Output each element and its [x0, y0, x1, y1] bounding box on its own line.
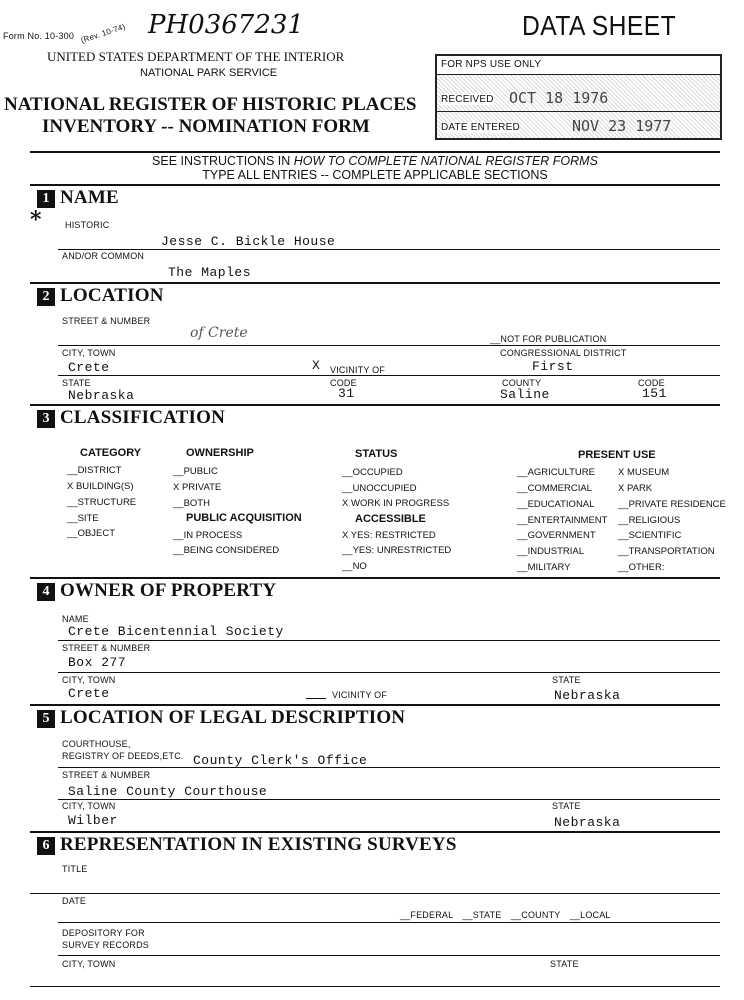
category-heading: CATEGORY	[80, 447, 142, 459]
county-value: Saline	[500, 387, 550, 402]
divider	[58, 375, 720, 376]
form-revision: (Rev. 10-74)	[79, 22, 127, 45]
divider	[58, 249, 720, 250]
section-title: LOCATION OF LEGAL DESCRIPTION	[60, 707, 406, 728]
divider	[58, 345, 720, 346]
use-option: __OTHER:	[618, 562, 665, 573]
state-label: STATE	[62, 378, 91, 388]
use-option: X MUSEUM	[618, 467, 670, 478]
section-title: REPRESENTATION IN EXISTING SURVEYS	[60, 834, 457, 855]
section-title: CLASSIFICATION	[60, 407, 226, 428]
registry-label: REGISTRY OF DEEDS,ETC.	[62, 751, 184, 761]
status-option: __OCCUPIED	[342, 467, 403, 478]
received-label: RECEIVED	[441, 94, 494, 105]
legal-city-label: CITY, TOWN	[62, 801, 116, 811]
owner-street-value: Box 277	[68, 655, 127, 670]
legal-state-label: STATE	[552, 801, 581, 811]
survey-records-label: SURVEY RECORDS	[62, 940, 149, 950]
code-value: 31	[338, 386, 355, 401]
data-sheet-stamp: DATA SHEET	[522, 10, 677, 41]
section-number: 6	[37, 837, 55, 855]
owner-name-label: NAME	[62, 614, 89, 624]
section-title: NAME	[60, 187, 119, 208]
instructions-line1: SEE INSTRUCTIONS IN HOW TO COMPLETE NATIONAL REGISTER FORMS	[152, 154, 598, 168]
nps-use-box	[435, 54, 722, 140]
county-code-label: CODE	[638, 378, 665, 388]
acquisition-heading: PUBLIC ACQUISITION	[186, 512, 302, 524]
divider	[58, 672, 720, 673]
use-option: __EDUCATIONAL	[517, 499, 595, 510]
received-stamp: OCT 18 1976	[509, 89, 609, 107]
divider	[30, 893, 720, 894]
owner-street-label: STREET & NUMBER	[62, 643, 151, 653]
instructions-line2: TYPE ALL ENTRIES -- COMPLETE APPLICABLE SECTIONS	[202, 168, 548, 182]
depository-label: DEPOSITORY FOR	[62, 928, 145, 938]
historic-label: HISTORIC	[65, 220, 110, 230]
ownership-option: __PUBLIC	[173, 466, 218, 477]
divider	[30, 404, 720, 406]
accessible-option: __YES: UNRESTRICTED	[342, 545, 452, 556]
accessible-option: X YES: RESTRICTED	[342, 530, 436, 541]
vicinity-label: VICINITY OF	[330, 365, 386, 375]
survey-city-label: CITY, TOWN	[62, 959, 116, 969]
present-use-heading: PRESENT USE	[578, 449, 656, 461]
not-for-publication: __NOT FOR PUBLICATION	[490, 334, 607, 344]
form-title-line2: INVENTORY -- NOMINATION FORM	[42, 116, 370, 137]
use-option: __MILITARY	[517, 562, 571, 573]
historic-name-value: Jesse C. Bickle House	[161, 234, 336, 249]
use-option: __TRANSPORTATION	[618, 546, 715, 557]
date-entered-label: DATE ENTERED	[441, 122, 520, 133]
divider	[58, 640, 720, 641]
common-name-value: The Maples	[168, 265, 252, 280]
form-number: Form No. 10-300	[3, 31, 75, 41]
ownership-option: __BOTH	[173, 498, 210, 509]
section-number: 4	[37, 583, 55, 601]
code-label: CODE	[330, 378, 357, 388]
category-option: __OBJECT	[67, 528, 116, 539]
divider	[30, 184, 720, 186]
acquisition-option: __IN PROCESS	[173, 530, 243, 541]
use-option: __SCIENTIFIC	[618, 530, 682, 541]
survey-title-label: TITLE	[62, 864, 88, 874]
section-number: 3	[37, 410, 55, 428]
divider	[30, 577, 720, 579]
owner-city-value: Crete	[68, 686, 110, 701]
survey-level-options: __FEDERAL __STATE __COUNTY __LOCAL	[400, 910, 611, 920]
divider	[58, 955, 720, 956]
divider	[30, 986, 720, 987]
county-code-value: 151	[642, 386, 667, 401]
use-option: __INDUSTRIAL	[517, 546, 585, 557]
use-option: __AGRICULTURE	[517, 467, 595, 478]
legal-street-value: Saline County Courthouse	[68, 784, 268, 799]
divider	[30, 831, 720, 833]
owner-state-value: Nebraska	[554, 688, 621, 703]
category-option: __STRUCTURE	[67, 497, 137, 508]
section-title: LOCATION	[60, 285, 164, 306]
acquisition-option: __BEING CONSIDERED	[173, 545, 280, 556]
divider	[30, 704, 720, 706]
divider	[58, 922, 720, 923]
use-option: __PRIVATE RESIDENCE	[618, 499, 726, 510]
category-option: X BUILDING(S)	[67, 481, 134, 492]
section-number: 2	[37, 288, 55, 306]
section-number: 1	[37, 190, 55, 208]
section-title: OWNER OF PROPERTY	[60, 580, 277, 601]
nps-use-label: FOR NPS USE ONLY	[441, 59, 542, 70]
divider	[58, 767, 720, 768]
accessible-heading: ACCESSIBLE	[355, 513, 426, 525]
divider	[58, 799, 720, 800]
courthouse-label: COURTHOUSE,	[62, 739, 131, 749]
use-option: __COMMERCIAL	[517, 483, 592, 494]
ownership-heading: OWNERSHIP	[186, 447, 254, 459]
form-title-line1: NATIONAL REGISTER OF HISTORIC PLACES	[4, 94, 417, 115]
owner-city-label: CITY, TOWN	[62, 675, 116, 685]
street-value: of Crete	[190, 325, 248, 341]
owner-name-value: Crete Bicentennial Society	[68, 624, 284, 639]
department-name: UNITED STATES DEPARTMENT OF THE INTERIOR	[47, 49, 345, 64]
service-name: NATIONAL PARK SERVICE	[140, 67, 278, 79]
divider	[30, 151, 720, 153]
district-value: First	[532, 359, 574, 374]
county-label: COUNTY	[502, 378, 542, 388]
legal-city-value: Wilber	[68, 813, 118, 828]
use-option: X PARK	[618, 483, 653, 494]
vicinity-mark: X	[312, 358, 321, 373]
common-label: AND/OR COMMON	[62, 251, 145, 261]
ownership-option: X PRIVATE	[173, 482, 222, 493]
city-value: Crete	[68, 360, 110, 375]
street-label: STREET & NUMBER	[62, 316, 151, 326]
status-heading: STATUS	[355, 448, 398, 460]
state-value: Nebraska	[68, 388, 135, 403]
handwritten-id: PH0367231	[148, 10, 304, 40]
vicinity-blank	[306, 698, 326, 699]
status-option: X WORK IN PROGRESS	[342, 498, 450, 509]
category-option: __DISTRICT	[67, 465, 122, 476]
owner-vicinity-label: VICINITY OF	[332, 690, 388, 700]
survey-date-label: DATE	[62, 896, 87, 906]
owner-state-label: STATE	[552, 675, 581, 685]
use-option: __RELIGIOUS	[618, 515, 681, 526]
use-option: __ENTERTAINMENT	[517, 515, 608, 526]
divider	[30, 282, 720, 284]
district-label: CONGRESSIONAL DISTRICT	[500, 348, 627, 358]
legal-street-label: STREET & NUMBER	[62, 770, 151, 780]
use-option: __GOVERNMENT	[517, 530, 596, 541]
category-option: __SITE	[67, 513, 99, 524]
city-label: CITY, TOWN	[62, 348, 116, 358]
courthouse-value: County Clerk's Office	[193, 753, 368, 768]
status-option: __UNOCCUPIED	[342, 483, 417, 494]
date-entered-stamp: NOV 23 1977	[572, 117, 672, 135]
legal-state-value: Nebraska	[554, 815, 621, 830]
handwritten-asterisk: *	[30, 207, 42, 233]
section-number: 5	[37, 710, 55, 728]
survey-state-label: STATE	[550, 959, 579, 969]
accessible-option: __NO	[342, 561, 367, 572]
